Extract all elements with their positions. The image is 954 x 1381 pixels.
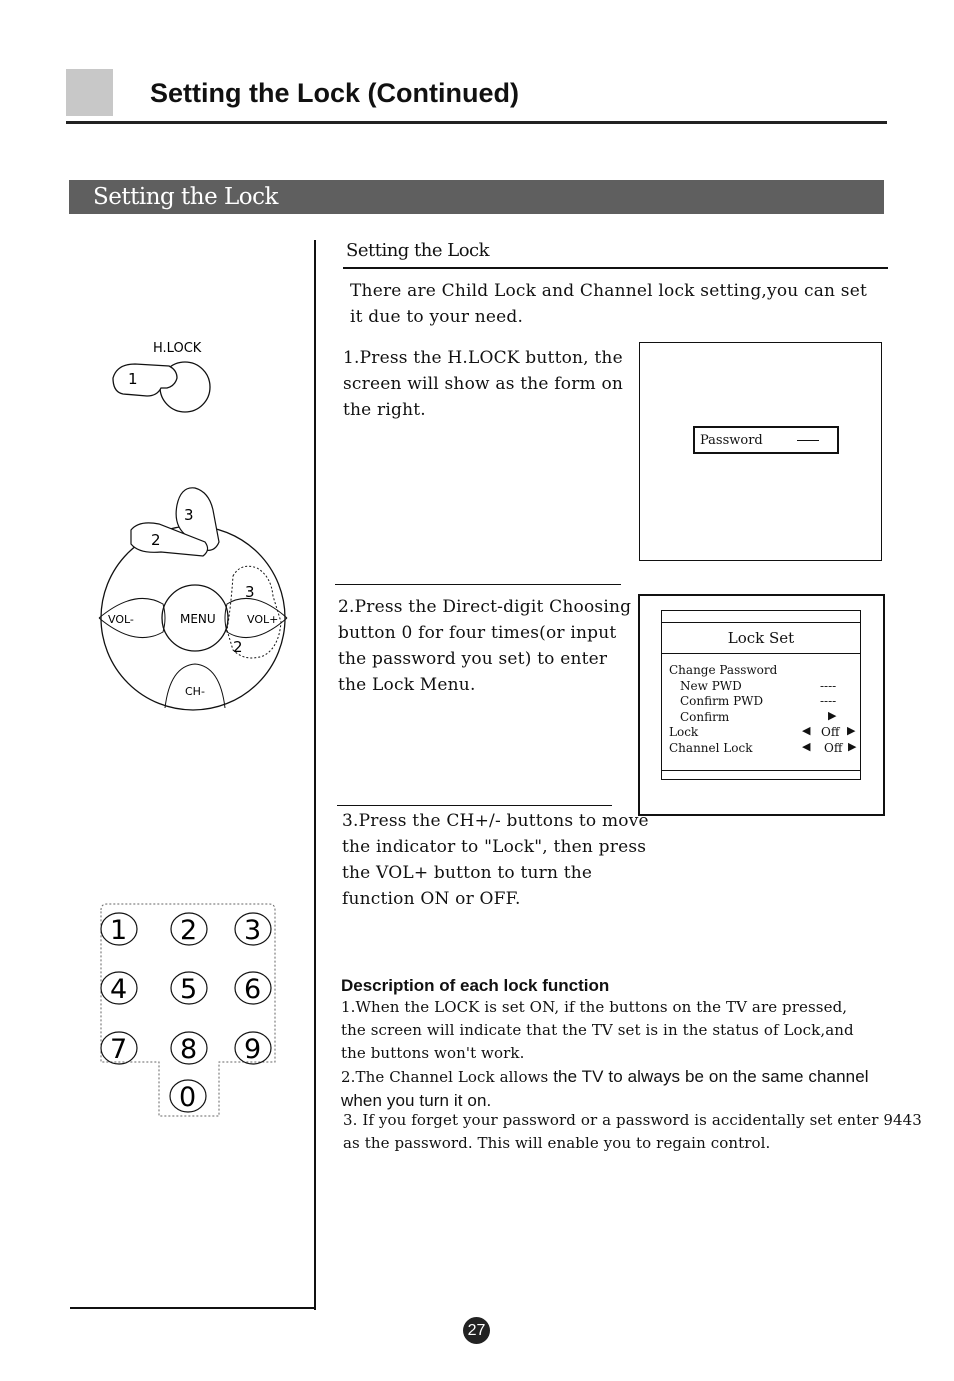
lock-menu-bottom-line	[661, 770, 861, 771]
vol-plus-label: VOL+	[247, 613, 279, 626]
key-5-label: 5	[180, 974, 198, 1005]
key-0-label: 0	[179, 1082, 197, 1113]
channel-lock-left-arrow-icon: ◀	[802, 740, 811, 753]
description-item-1: 1.When the LOCK is set ON, if the buttons on the TV are pressed, the screen will indicate that the TV set is in the status of Lock,and the buttons won't work.	[341, 998, 854, 1062]
description-heading: Description of each lock function	[341, 976, 610, 995]
menu-item-new-pwd: New PWD	[680, 679, 742, 693]
pad-step-2-top: 2	[151, 531, 161, 549]
new-pwd-value: ----	[820, 679, 837, 693]
key-4-label: 4	[110, 974, 128, 1005]
subsection-title: Setting the Lock	[346, 240, 490, 261]
section-title: Setting the Lock	[93, 184, 278, 210]
key-9-label: 9	[244, 1034, 262, 1065]
subsection-divider	[343, 267, 888, 269]
channel-lock-value: Off	[824, 741, 843, 755]
title-marker-block	[66, 69, 113, 116]
hlock-label: H.LOCK	[153, 341, 202, 356]
step-1-text: 1.Press the H.LOCK button, the screen will show as the form on the right.	[343, 348, 624, 420]
confirm-pwd-value: ----	[820, 694, 837, 708]
page-title: Setting the Lock (Continued)	[150, 78, 519, 108]
step-2-divider	[335, 584, 621, 585]
step-3-text: 3.Press the CH+/- buttons to move the indicator to "Lock", then press the VOL+ button to turn the function ON or OFF.	[342, 811, 649, 909]
step-3-divider	[337, 805, 612, 806]
key-3-label: 3	[244, 915, 262, 946]
column-divider	[314, 240, 316, 1310]
menu-item-channel-lock: Channel Lock	[669, 741, 753, 755]
bottom-divider	[70, 1307, 316, 1309]
lock-menu-title: Lock Set	[727, 629, 795, 647]
page-number: 27	[463, 1317, 490, 1344]
pad-step-2-right: 2	[233, 638, 243, 656]
pad-step-3-right: 3	[245, 583, 255, 601]
pad-step-3-top: 3	[184, 506, 194, 524]
hlock-step-number: 1	[128, 370, 138, 388]
remote-illustrations	[95, 330, 295, 1130]
key-6-label: 6	[244, 974, 262, 1005]
password-label: Password	[700, 433, 763, 448]
intro-text: There are Child Lock and Channel lock setting,you can set it due to your need.	[350, 281, 868, 327]
key-2-label: 2	[180, 915, 198, 946]
title-divider	[66, 121, 887, 124]
menu-item-change-password: Change Password	[669, 663, 778, 677]
step-2-text: 2.Press the Direct-digit Choosing button 0 for four times(or input the password you set) to enter the Lock Menu.	[338, 597, 632, 695]
lock-right-arrow-icon: ▶	[847, 724, 856, 737]
description-item-2-end: the TV to always be on the same channel when you turn it on.	[341, 1067, 869, 1110]
key-8-label: 8	[180, 1034, 198, 1065]
description-item-2	[341, 1065, 901, 1113]
password-entry-dash	[797, 440, 819, 441]
menu-item-lock: Lock	[669, 725, 699, 739]
key-7-label: 7	[110, 1034, 128, 1065]
lock-menu-top-line	[661, 622, 861, 623]
confirm-arrow-icon: ▶	[828, 709, 837, 722]
channel-lock-right-arrow-icon: ▶	[848, 740, 857, 753]
vol-minus-label: VOL-	[108, 613, 134, 626]
lock-left-arrow-icon: ◀	[802, 724, 811, 737]
menu-item-confirm-pwd: Confirm PWD	[680, 694, 764, 708]
ch-minus-label: CH-	[185, 685, 205, 698]
lock-value: Off	[821, 725, 840, 739]
description-item-2-start: 2.The Channel Lock allows	[341, 1068, 549, 1086]
description-item-3: 3. If you forget your password or a password is accidentally set enter 9443 as the password. This will enable you to regain control.	[343, 1111, 922, 1152]
key-1-label: 1	[110, 915, 128, 946]
hand-pointer-icon	[113, 364, 177, 396]
menu-label: MENU	[180, 612, 216, 626]
number-keypad	[101, 913, 271, 1113]
menu-item-confirm: Confirm	[680, 710, 730, 724]
lock-menu-title-line	[661, 653, 861, 654]
